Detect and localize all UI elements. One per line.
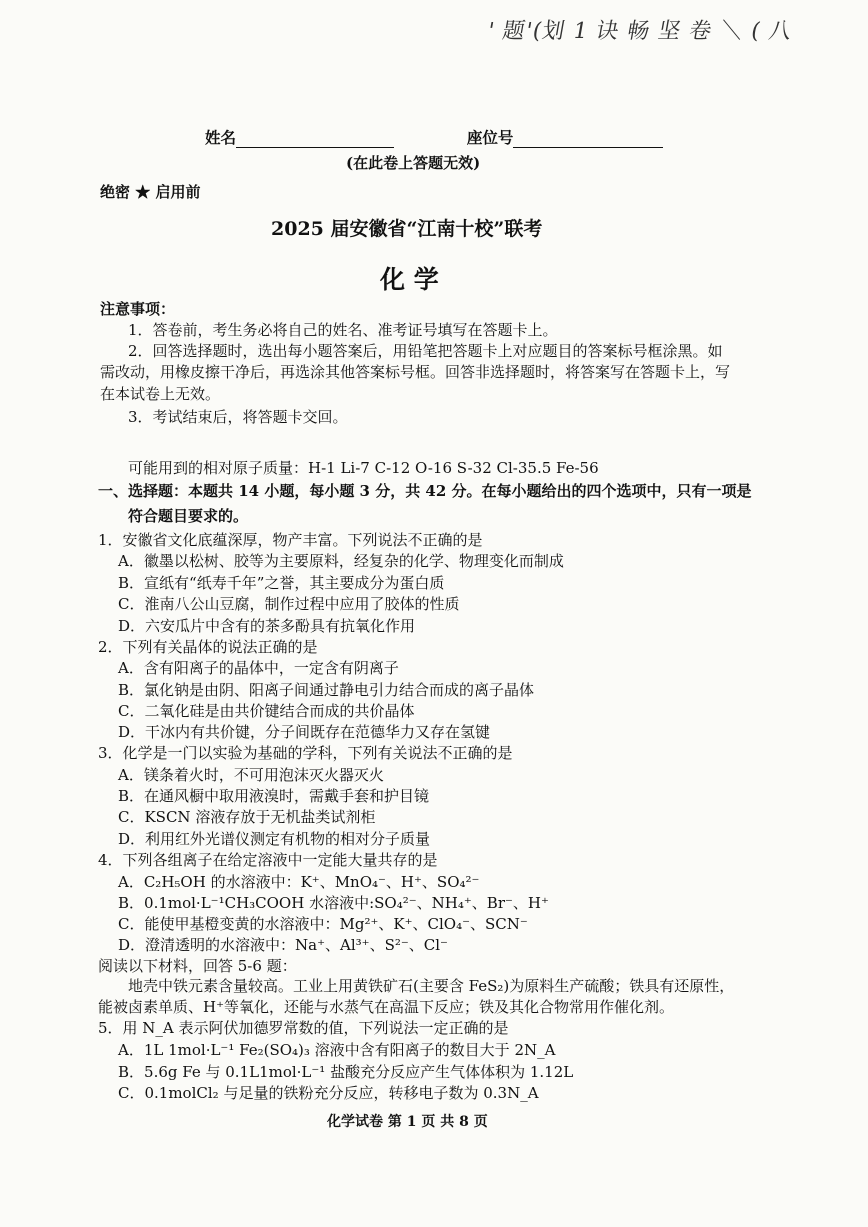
q2-option-a: A．含有阳离子的晶体中，一定含有阴离子 bbox=[118, 659, 399, 677]
secret-label: 绝密 ★ 启用前 bbox=[100, 183, 201, 201]
q4-option-b: B．0.1mol·L⁻¹CH₃COOH 水溶液中:SO₄²⁻、NH₄⁺、Br⁻、H⁺ bbox=[118, 894, 549, 912]
q1-stem: 1．安徽省文化底蕴深厚，物产丰富。下列说法不正确的是 bbox=[98, 531, 483, 549]
notice-item-1: 1．答卷前，考生务必将自己的姓名、准考证号填写在答题卡上。 bbox=[128, 321, 558, 339]
q2-option-b: B．氯化钠是由阴、阳离子间通过静电引力结合而成的离子晶体 bbox=[118, 681, 535, 699]
seat-blank bbox=[513, 133, 663, 148]
q4-option-c: C．能使甲基橙变黄的水溶液中：Mg²⁺、K⁺、ClO₄⁻、SCN⁻ bbox=[118, 915, 528, 933]
q5-option-a: A．1L 1mol·L⁻¹ Fe₂(SO₄)₃ 溶液中含有阳离子的数目大于 2N_A bbox=[118, 1041, 556, 1059]
reading-line1: 地壳中铁元素含量较高。工业上用黄铁矿石(主要含 FeS₂)为原料生产硫酸；铁具有还原性， bbox=[128, 977, 735, 995]
notice-item-2-cont2: 在本试卷上无效。 bbox=[100, 385, 221, 403]
notice-item-3: 3．考试结束后，将答题卡交回。 bbox=[128, 408, 348, 426]
q3-option-d: D．利用红外光谱仪测定有机物的相对分子质量 bbox=[118, 830, 431, 848]
atomic-masses: 可能用到的相对原子质量：H-1 Li-7 C-12 O-16 S-32 Cl-35.5 Fe-56 bbox=[128, 459, 599, 477]
notice-heading: 注意事项： bbox=[100, 300, 176, 318]
q1-option-a: A．徽墨以松树、胶等为主要原料，经复杂的化学、物理变化而制成 bbox=[118, 552, 564, 570]
q3-stem: 3．化学是一门以实验为基础的学科，下列有关说法不正确的是 bbox=[98, 744, 513, 762]
q3-option-c: C．KSCN 溶液存放于无机盐类试剂柜 bbox=[118, 808, 376, 826]
page-footer: 化学试卷 第 1 页 共 8 页 bbox=[327, 1114, 488, 1130]
q1-option-d: D．六安瓜片中含有的茶多酚具有抗氧化作用 bbox=[118, 617, 416, 635]
q2-option-d: D．干冰内有共价键，分子间既存在范德华力又存在氢键 bbox=[118, 723, 491, 741]
reading-intro: 阅读以下材料，回答 5-6 题： bbox=[98, 957, 297, 975]
q3-option-b: B．在通风橱中取用液溴时，需戴手套和护目镜 bbox=[118, 787, 430, 805]
exam-title: 2025 届安徽省“江南十校”联考 bbox=[271, 218, 543, 240]
q1-option-b: B．宣纸有“纸寿千年”之誉，其主要成分为蛋白质 bbox=[118, 574, 445, 592]
q2-stem: 2．下列有关晶体的说法正确的是 bbox=[98, 638, 318, 656]
q4-option-d: D．澄清透明的水溶液中：Na⁺、Al³⁺、S²⁻、Cl⁻ bbox=[118, 936, 448, 954]
notice-item-2-cont: 需改动，用橡皮擦干净后，再选涂其他答案标号框。回答非选择题时，将答案写在答题卡上，写 bbox=[100, 363, 731, 381]
q1-option-c: C．淮南八公山豆腐，制作过程中应用了胶体的性质 bbox=[118, 595, 460, 613]
q2-option-c: C．二氧化硅是由共价键结合而成的共价晶体 bbox=[118, 702, 415, 720]
reading-line2: 能被卤素单质、H⁺等氧化，还能与水蒸气在高温下反应；铁及其化合物常用作催化剂。 bbox=[98, 998, 675, 1016]
seat-label: 座位号 bbox=[466, 128, 514, 147]
q4-option-a: A．C₂H₅OH 的水溶液中：K⁺、MnO₄⁻、H⁺、SO₄²⁻ bbox=[118, 873, 480, 891]
top-scribble: ' 题'(划 1 诀 畅 坚 卷 ＼ ( 八 bbox=[485, 19, 795, 44]
q5-stem: 5．用 N_A 表示阿伏加德罗常数的值，下列说法一定正确的是 bbox=[98, 1019, 509, 1037]
notice-item-2: 2．回答选择题时，选出每小题答案后，用铅笔把答题卡上对应题目的答案标号框涂黑。如 bbox=[128, 342, 723, 360]
section1-line2: 符合题目要求的。 bbox=[128, 507, 249, 525]
q3-option-a: A．镁条着火时，不可用泡沫灭火器灭火 bbox=[118, 766, 384, 784]
q4-stem: 4．下列各组离子在给定溶液中一定能大量共存的是 bbox=[98, 851, 438, 869]
subject-title: 化 学 bbox=[380, 265, 439, 294]
section1-line1: 一、选择题：本题共 14 小题，每小题 3 分，共 42 分。在每小题给出的四个选项中，只有一项是 bbox=[98, 482, 752, 500]
name-label: 姓名 bbox=[205, 128, 237, 147]
q5-option-b: B．5.6g Fe 与 0.1L1mol·L⁻¹ 盐酸充分反应产生气体体积为 1.12L bbox=[118, 1063, 574, 1081]
student-info-row bbox=[205, 126, 663, 148]
name-blank bbox=[236, 133, 394, 148]
invalid-note: (在此卷上答题无效) bbox=[346, 154, 481, 172]
q5-option-c: C．0.1molCl₂ 与足量的铁粉充分反应，转移电子数为 0.3N_A bbox=[118, 1084, 539, 1102]
